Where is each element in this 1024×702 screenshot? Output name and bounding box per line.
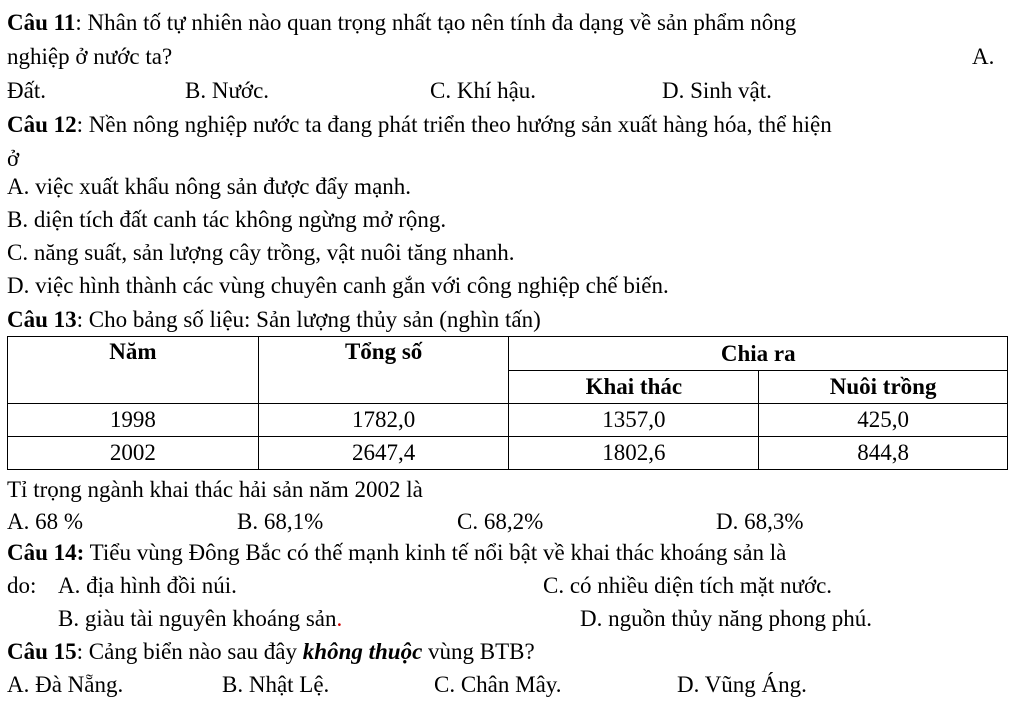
q11-text: : Nhân tố tự nhiên nào quan trọng nhất tạo nên tính đa dạng về sản phẩm nông (75, 10, 797, 35)
cell-farm: 844,8 (759, 437, 1008, 470)
q13-label: Câu 13 (7, 307, 77, 332)
table-row (8, 404, 1008, 437)
q11-option-d: D. Sinh vật. (662, 78, 772, 103)
q15-option-a: A. Đà Nẵng. (7, 672, 124, 697)
header-total: Tổng số (258, 337, 509, 404)
q15-text-after: vùng BTB? (422, 639, 535, 664)
q14-option-a: A. địa hình đồi núi. (58, 573, 237, 598)
q14-label: Câu 14: (7, 540, 85, 565)
q13-option-c: C. 68,2% (457, 509, 544, 534)
q11-stem (7, 9, 796, 37)
q13-option-a: A. 68 % (7, 509, 84, 534)
q15-text-before: : Cảng biển nào sau đây (76, 639, 303, 664)
cell-catch: 1357,0 (509, 404, 759, 437)
cell-catch: 1802,6 (509, 437, 759, 470)
q12-stem-cont: ở (7, 146, 20, 171)
header-year: Năm (8, 337, 259, 404)
q12-label: Câu 12 (7, 112, 77, 137)
q12-option-c: C. năng suất, sản lượng cây trồng, vật nuôi tăng nhanh. (7, 240, 515, 265)
q11-option-a-text: Đất. (7, 78, 46, 103)
q11-label: Câu 11 (7, 10, 76, 35)
cell-total: 2647,4 (258, 437, 509, 470)
q14-text: Tiểu vùng Đông Bắc có thế mạnh kinh tế nổi bật về khai thác khoáng sản là (84, 540, 787, 565)
q15-stem (7, 638, 535, 666)
cell-year: 1998 (8, 404, 259, 437)
q15-option-d: D. Vũng Áng. (677, 672, 807, 697)
q15-emphasis: không thuộc (302, 639, 423, 664)
q11-stem-cont: nghiệp ở nước ta? (7, 44, 173, 69)
table-row (8, 437, 1008, 470)
q11-option-a-label: A. (972, 44, 995, 69)
q11-option-b: B. Nước. (185, 78, 270, 103)
q12-text: : Nền nông nghiệp nước ta đang phát triển theo hướng sản xuất hàng hóa, thể hiện (76, 112, 832, 137)
q15-option-b: B. Nhật Lệ. (222, 672, 330, 697)
q14-option-d: D. nguồn thủy năng phong phú. (580, 606, 872, 631)
q12-option-b: B. diện tích đất canh tác không ngừng mở rộng. (7, 207, 447, 232)
cell-total: 1782,0 (258, 404, 509, 437)
q13-stem (7, 306, 541, 334)
q14-option-b-dot: . (336, 606, 343, 631)
q12-option-a: A. việc xuất khẩu nông sản được đẩy mạnh. (7, 174, 412, 199)
q15-option-c: C. Chân Mây. (434, 672, 562, 697)
q13-question: Tỉ trọng ngành khai thác hải sản năm 2002 là (7, 477, 423, 502)
q14-option-c: C. có nhiều diện tích mặt nước. (543, 573, 833, 598)
q11-option-c: C. Khí hậu. (430, 78, 537, 103)
cell-farm: 425,0 (759, 404, 1008, 437)
q12-option-d: D. việc hình thành các vùng chuyên canh gắn với công nghiệp chế biến. (7, 273, 669, 298)
q13-option-b: B. 68,1% (237, 509, 324, 534)
q14-stem-prefix: do: (7, 573, 37, 598)
header-catch: Khai thác (509, 371, 759, 404)
q13-option-d: D. 68,3% (716, 509, 804, 534)
header-split: Chia ra (509, 337, 1008, 371)
cell-year: 2002 (8, 437, 259, 470)
q12-stem (7, 111, 832, 139)
q14-option-b-text: B. giàu tài nguyên khoáng sản (58, 606, 337, 631)
q13-text: : Cho bảng số liệu: Sản lượng thủy sản (nghìn tấn) (76, 307, 541, 332)
fishery-output-table (7, 336, 1008, 470)
q15-label: Câu 15 (7, 639, 77, 664)
q14-stem (7, 539, 786, 567)
q14-option-b (58, 605, 342, 633)
header-farm: Nuôi trồng (759, 371, 1008, 404)
